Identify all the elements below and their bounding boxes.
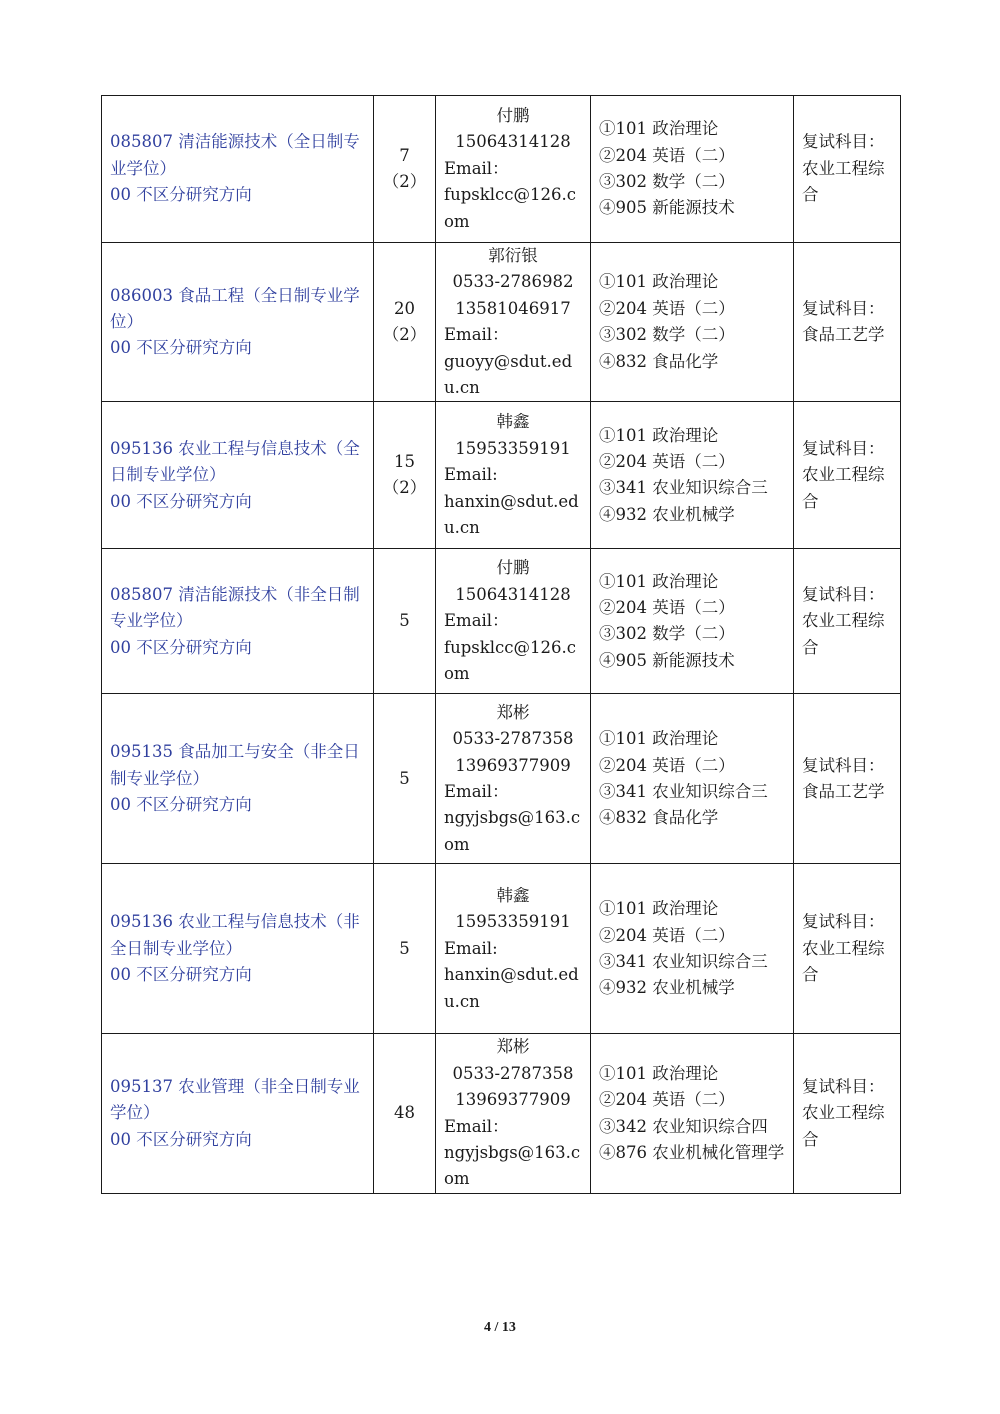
contact-phone: 13969377909 [455, 1090, 571, 1110]
major-cell [102, 864, 374, 1034]
contact-email: guoyy@sdut.edu.cn [444, 351, 573, 398]
email-label: Email： [444, 158, 509, 178]
contact-cell [436, 694, 591, 864]
contact-email: ngyjsbgs@163.com [444, 1143, 581, 1189]
exam-subject: ①101 政治理论 [599, 425, 719, 445]
exam-subject: ③341 农业知识综合三 [599, 951, 768, 971]
major-line: 085807 清洁能源技术（非全日制专业学位） [110, 584, 360, 631]
exam-subjects-cell [591, 694, 794, 864]
major-cell [102, 96, 374, 243]
retest-subject-cell [794, 1034, 901, 1193]
exam-subject: ②204 英语（二） [599, 145, 735, 165]
exam-subject: ④876 农业机械化管理学 [599, 1143, 785, 1163]
contact-email: ngyjsbgs@163.com [444, 808, 581, 854]
contact-email: fupsklcc@126.com [444, 185, 576, 231]
table-row [102, 402, 901, 549]
email-label: Email： [444, 1116, 509, 1136]
exam-subject: ③341 农业知识综合三 [599, 781, 768, 801]
exam-subject: ③302 数学（二） [599, 624, 735, 644]
exam-subject: ④932 农业机械学 [599, 504, 735, 524]
retest-subject-cell [794, 549, 901, 694]
retest-subject: 复试科目：农业工程综合 [802, 912, 885, 985]
exam-subject: ①101 政治理论 [599, 729, 719, 749]
contact-phone: 13581046917 [455, 298, 571, 318]
email-label: Email： [444, 325, 509, 345]
exam-subject: ③302 数学（二） [599, 172, 735, 191]
page-number: 4 / 13 [484, 1320, 516, 1335]
retest-subject: 复试科目：农业工程综合 [802, 1077, 885, 1149]
major-line: 086003 食品工程（全日制专业学位） [110, 285, 360, 332]
contact-cell [436, 96, 591, 243]
enrollment-cell [374, 96, 436, 243]
email-label: Email: [444, 465, 498, 485]
retest-subject: 复试科目：农业工程综合 [802, 584, 885, 657]
major-line: 095135 食品加工与安全（非全日制专业学位） [110, 742, 360, 788]
contact-email: hanxin@sdut.edu.cn [444, 491, 579, 538]
contact-phone: 0533-2787358 [452, 1063, 574, 1083]
exam-subject: ④932 农业机械学 [599, 978, 735, 998]
contact-cell [436, 864, 591, 1034]
enrollment-cell [374, 549, 436, 694]
contact-cell [436, 1034, 591, 1193]
major-cell [102, 549, 374, 694]
contact-phone: 0533-2787358 [452, 729, 574, 749]
contact-name: 郭衍银 [488, 246, 538, 265]
retest-subject: 复试科目：食品工艺学 [802, 755, 885, 801]
exam-subject: ④832 食品化学 [599, 351, 719, 371]
exam-subject: ③341 农业知识综合三 [599, 478, 768, 498]
contact-phone: 15064314128 [455, 584, 571, 604]
exam-subject: ③342 农业知识综合四 [599, 1116, 768, 1136]
major-line: 00 不区分研究方向 [110, 185, 252, 205]
exam-subject: ②204 英语（二） [599, 298, 735, 318]
retest-subject-cell [794, 402, 901, 549]
contact-email: hanxin@sdut.edu.cn [444, 965, 579, 1011]
table-body [102, 96, 901, 1194]
major-cell [102, 1034, 374, 1193]
major-line: 00 不区分研究方向 [110, 1129, 252, 1149]
enrollment-cell [374, 864, 436, 1034]
exam-subject: ①101 政治理论 [599, 899, 719, 919]
retest-subject-cell [794, 694, 901, 864]
exam-subject: ③302 数学（二） [599, 325, 735, 345]
major-line: 095136 农业工程与信息技术（全日制专业学位） [110, 438, 360, 485]
contact-phone: 0533-2786982 [452, 272, 574, 292]
enrollment-cell [374, 1034, 436, 1193]
enrollment-value: 7 [399, 145, 410, 165]
major-cell [102, 243, 374, 402]
exam-subjects-cell [591, 1034, 794, 1193]
enrollment-value: （2） [382, 478, 427, 498]
retest-subject-cell [794, 96, 901, 243]
exam-subjects-cell [591, 96, 794, 243]
major-line: 00 不区分研究方向 [110, 795, 252, 815]
retest-subject-cell [794, 864, 901, 1034]
table-row [102, 243, 901, 402]
table-row [102, 1034, 901, 1193]
exam-subjects-cell [591, 864, 794, 1034]
enrollment-value: 15 [394, 452, 415, 472]
major-line: 095137 农业管理（非全日制专业学位） [110, 1077, 360, 1123]
enrollment-value: （2） [382, 325, 427, 345]
table-row [102, 96, 901, 243]
retest-subject-cell [794, 243, 901, 402]
major-line: 00 不区分研究方向 [110, 491, 252, 511]
contact-cell [436, 402, 591, 549]
table-row [102, 864, 901, 1034]
enrollment-value: 5 [399, 768, 410, 788]
enrollment-cell [374, 694, 436, 864]
exam-subject: ①101 政治理论 [599, 571, 719, 591]
contact-cell [436, 243, 591, 402]
contact-name: 郑彬 [496, 1037, 530, 1057]
enrollment-value: 48 [394, 1103, 415, 1123]
exam-subject: ①101 政治理论 [599, 1063, 719, 1083]
exam-subject: ②204 英语（二） [599, 452, 735, 472]
exam-subject: ①101 政治理论 [599, 119, 719, 139]
contact-name: 郑彬 [496, 702, 530, 722]
exam-subject: ②204 英语（二） [599, 755, 735, 775]
contact-phone: 15953359191 [455, 438, 571, 458]
retest-subject: 复试科目：农业工程综合 [802, 132, 885, 205]
exam-subject: ④905 新能源技术 [599, 198, 735, 218]
contact-phone: 15953359191 [455, 912, 571, 932]
contact-email: fupsklcc@126.com [444, 637, 576, 684]
exam-subjects-cell [591, 243, 794, 402]
enrollment-value: 5 [399, 938, 410, 958]
exam-subject: ②204 英语（二） [599, 598, 735, 618]
contact-name: 付鹏 [496, 558, 530, 578]
exam-subjects-cell [591, 549, 794, 694]
table-row [102, 549, 901, 694]
major-cell [102, 402, 374, 549]
contact-phone: 15064314128 [455, 132, 571, 152]
contact-name: 韩鑫 [496, 885, 530, 905]
exam-subject: ④832 食品化学 [599, 808, 719, 828]
exam-subject: ①101 政治理论 [599, 272, 719, 292]
email-label: Email： [444, 611, 509, 631]
major-line: 00 不区分研究方向 [110, 965, 252, 985]
enrollment-value: 5 [399, 611, 410, 631]
enrollment-cell [374, 402, 436, 549]
exam-subject: ④905 新能源技术 [599, 650, 735, 670]
contact-cell [436, 549, 591, 694]
enrollment-value: （2） [382, 172, 427, 191]
major-line: 095136 农业工程与信息技术（非全日制专业学位） [110, 912, 360, 958]
retest-subject: 复试科目：食品工艺学 [802, 298, 885, 345]
exam-subject: ②204 英语（二） [599, 1090, 735, 1110]
email-label: Email: [444, 938, 498, 958]
enrollment-value: 20 [394, 298, 415, 318]
exam-subjects-cell [591, 402, 794, 549]
enrollment-cell [374, 243, 436, 402]
exam-subject: ②204 英语（二） [599, 925, 735, 945]
contact-phone: 13969377909 [455, 755, 571, 775]
contact-name: 韩鑫 [496, 412, 530, 432]
major-line: 00 不区分研究方向 [110, 637, 252, 657]
email-label: Email： [444, 781, 509, 801]
major-line: 00 不区分研究方向 [110, 338, 252, 358]
major-line: 085807 清洁能源技术（全日制专业学位） [110, 132, 360, 178]
table-row [102, 694, 901, 864]
contact-name: 付鹏 [496, 105, 530, 125]
retest-subject: 复试科目：农业工程综合 [802, 438, 885, 511]
major-cell [102, 694, 374, 864]
admissions-table [101, 95, 901, 1194]
